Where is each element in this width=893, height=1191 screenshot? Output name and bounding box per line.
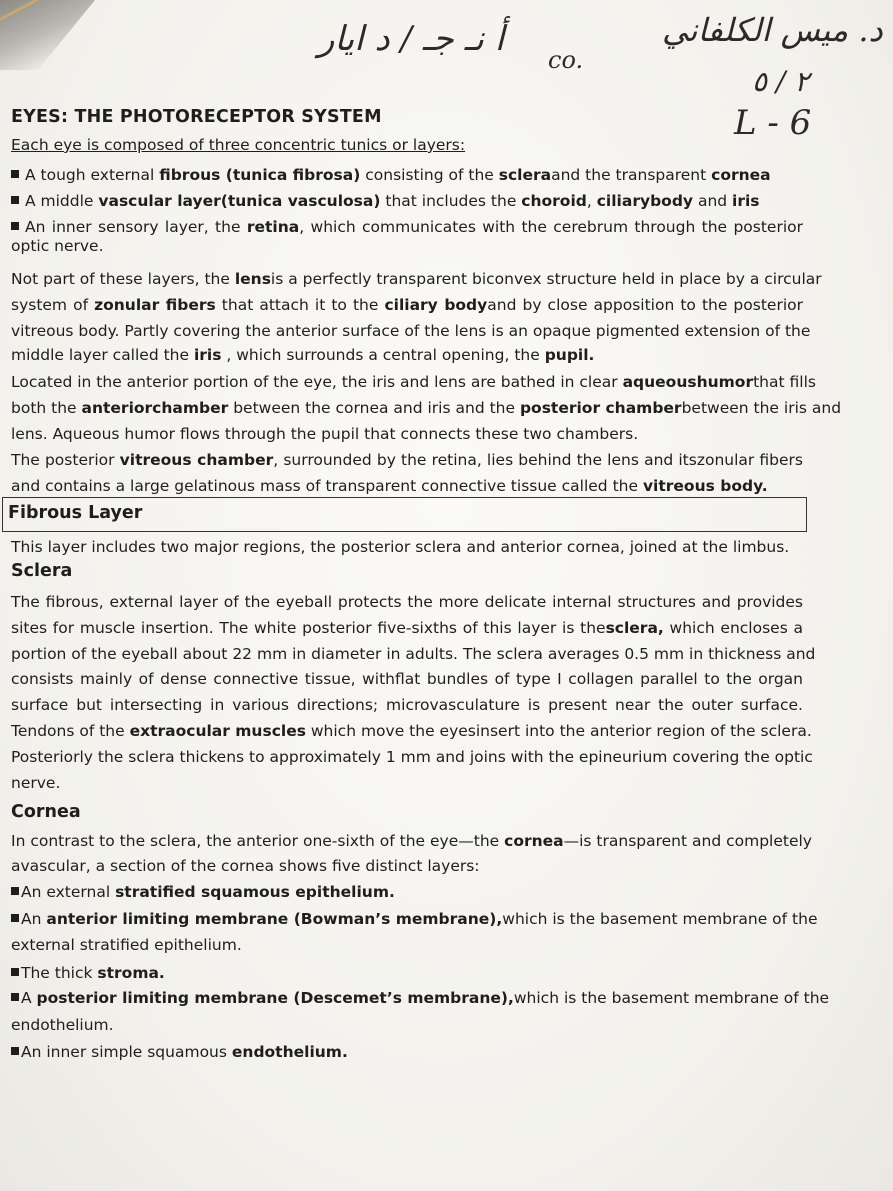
paragraph-line: nerve. (11, 774, 61, 792)
sclera-heading: Sclera (11, 561, 73, 581)
cornea-heading: Cornea (11, 802, 81, 822)
list-item: A posterior limiting membrane (Descemet’s membrane),which is the basement membrane of the (11, 988, 803, 1008)
paragraph-line: lens. Aqueous humor flows through the pupil that connects these two chambers. (11, 425, 639, 443)
bullet-square-icon (11, 887, 19, 895)
bullet-square-icon (11, 914, 19, 922)
handwritten-lecture: L - 6 (734, 103, 812, 143)
list-item: A middle vascular layer(tunica vasculosa) that includes the choroid, ciliarybody and iris (11, 191, 760, 211)
paragraph-line: vitreous body. Partly covering the anterior surface of the lens is an opaque pigmented extension of the (11, 322, 811, 340)
bullet-square-icon (11, 1047, 19, 1055)
bullet-square-icon (11, 196, 19, 204)
list-item: A tough external fibrous (tunica fibrosa) consisting of the scleraand the transparent cornea (11, 165, 771, 185)
bullet-square-icon (11, 222, 19, 230)
bullet-square-icon (11, 170, 19, 178)
list-item: An inner sensory layer, the retina, which communicates with the cerebrum through the posterior (11, 217, 803, 237)
page-title: EYES: THE PHOTORECEPTOR SYSTEM (11, 107, 382, 127)
paragraph-line: sites for muscle insertion. The white posterior five-sixths of this layer is thesclera, which encloses a (11, 619, 803, 637)
handwritten-name: د. ميس الكلفاني (662, 11, 883, 49)
paragraph-line: In contrast to the sclera, the anterior one-sixth of the eye—the cornea—is transparent and completely (11, 832, 812, 850)
handwritten-co: co. (548, 46, 584, 74)
fibrous-layer-heading: Fibrous Layer (8, 503, 143, 523)
list-item-continuation: external stratified epithelium. (11, 936, 242, 954)
paragraph-line: consists mainly of dense connective tissue, withflat bundles of type I collagen parallel to the organ (11, 670, 803, 688)
paragraph-line: middle layer called the iris , which surrounds a central opening, the pupil. (11, 346, 595, 364)
paragraph-line: Posteriorly the sclera thickens to approximately 1 mm and joins with the epineurium covering the optic (11, 748, 813, 766)
fibrous-layer-heading-box (2, 497, 807, 532)
list-item-continuation: endothelium. (11, 1016, 114, 1034)
list-item: An anterior limiting membrane (Bowman’s membrane),which is the basement membrane of the (11, 909, 803, 929)
paragraph-line: avascular, a section of the cornea shows five distinct layers: (11, 857, 480, 875)
list-item-continuation: optic nerve. (11, 237, 104, 255)
paragraph-line: The fibrous, external layer of the eyeball protects the more delicate internal structures and provides (11, 593, 803, 611)
paragraph-line: This layer includes two major regions, the posterior sclera and anterior cornea, joined at the limbus. (11, 538, 790, 556)
paragraph-line: Located in the anterior portion of the eye, the iris and lens are bathed in clear aqueoushumorthat fills (11, 373, 816, 391)
list-item: An inner simple squamous endothelium. (11, 1042, 348, 1062)
handwritten-arabic-title: أ نـ جـ / د ايار (318, 19, 505, 59)
handwritten-number: ٢ / ٥ (752, 65, 810, 98)
paragraph-line: and contains a large gelatinous mass of transparent connective tissue called the vitreous body. (11, 477, 768, 495)
bullet-square-icon (11, 993, 19, 1001)
list-item: An external stratified squamous epithelium. (11, 882, 395, 902)
bullet-square-icon (11, 968, 19, 976)
paragraph-line: surface but intersecting in various directions; microvasculature is present near the outer surface. (11, 696, 803, 714)
paragraph-line: Tendons of the extraocular muscles which move the eyesinsert into the anterior region of the sclera. (11, 722, 812, 740)
paragraph-line: portion of the eyeball about 22 mm in diameter in adults. The sclera averages 0.5 mm in thickness and (11, 645, 816, 663)
paragraph-line: The posterior vitreous chamber, surrounded by the retina, lies behind the lens and itszonular fibers (11, 451, 804, 469)
paragraph-line: both the anteriorchamber between the cornea and iris and the posterior chamberbetween the iris and (11, 399, 842, 417)
paragraph-line: system of zonular fibers that attach it to the ciliary bodyand by close apposition to the posterior (11, 296, 803, 314)
paragraph-line: Not part of these layers, the lensis a perfectly transparent biconvex structure held in place by a circular (11, 270, 822, 288)
list-item: The thick stroma. (11, 963, 165, 983)
intro-line: Each eye is composed of three concentric tunics or layers: (11, 136, 466, 154)
